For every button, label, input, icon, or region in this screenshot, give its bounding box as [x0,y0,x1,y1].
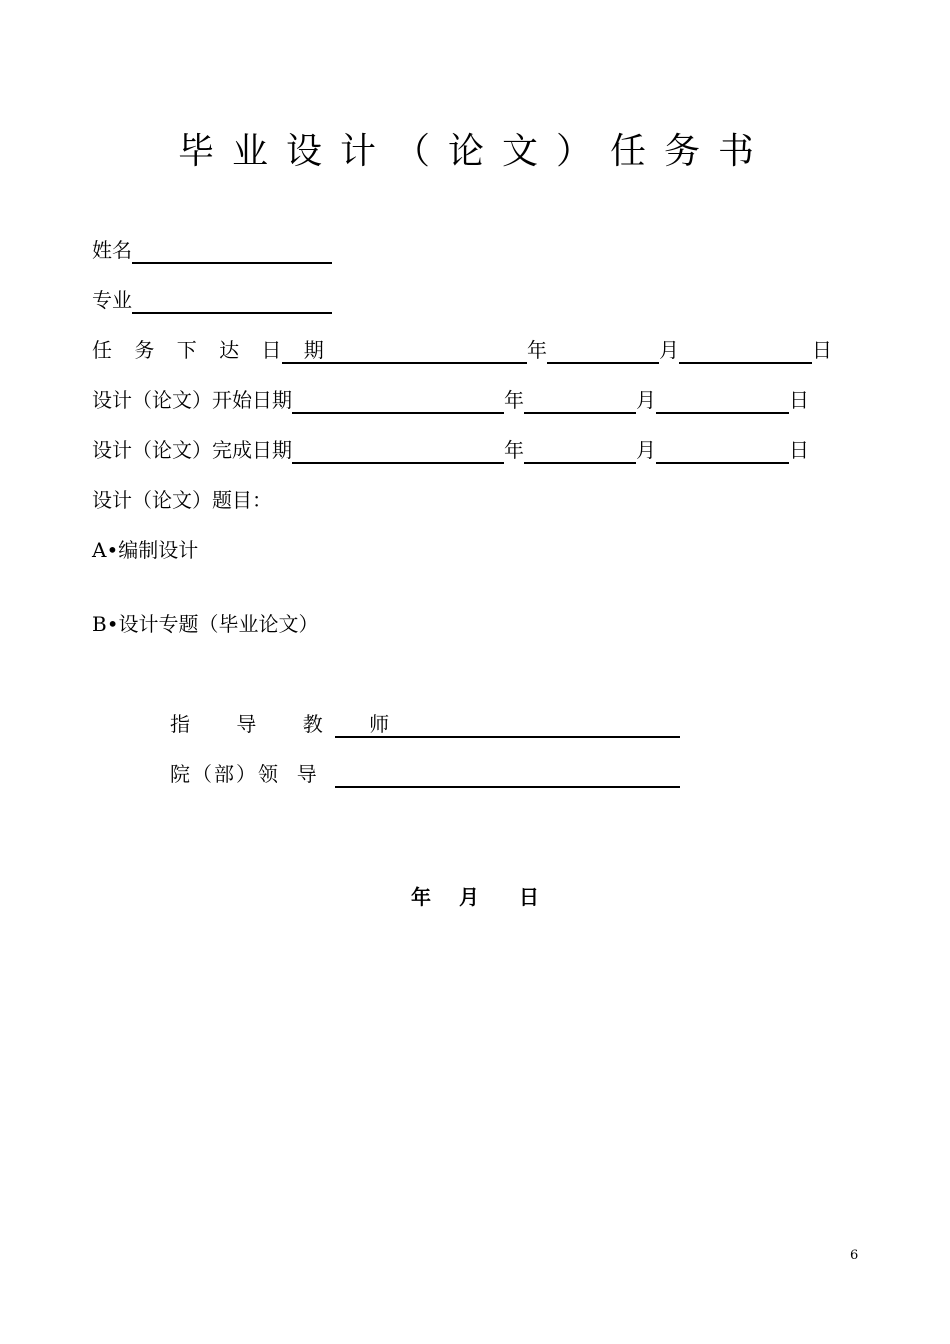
assign-date-month-blank[interactable] [547,340,659,364]
advisor-label: 指 导 教 师 [170,712,410,736]
advisor-row [170,710,680,738]
topic-b-text: B•设计专题（毕业论文） [92,612,319,636]
start-date-year-label: 年 [504,388,524,412]
start-date-day-label: 日 [789,388,809,412]
name-row [92,236,332,264]
start-date-label: 设计（论文）开始日期 [92,388,292,412]
topic-row [92,486,272,514]
dept-leader-signature-line[interactable] [335,764,680,788]
footer-day: 日 [519,885,539,909]
assign-date-day-blank[interactable] [679,340,812,364]
assign-date-year-blank[interactable] [282,340,527,364]
finish-date-row [92,436,809,464]
finish-date-year-label: 年 [504,438,524,462]
dept-leader-row [170,760,680,788]
footer-month: 月 [459,885,479,909]
topic-a-text: A•编制设计 [92,538,199,562]
name-label: 姓名 [92,238,132,262]
major-row [92,286,332,314]
start-date-month-label: 月 [636,388,656,412]
finish-date-year-blank[interactable] [292,440,504,464]
assign-date-label: 任 务 下 达 日 期 [92,338,332,362]
start-date-day-blank[interactable] [656,390,789,414]
major-label: 专业 [92,288,132,312]
page-number: 6 [850,1248,859,1263]
start-date-row [92,386,809,414]
finish-date-month-blank[interactable] [524,440,636,464]
footer-year: 年 [411,885,431,909]
start-date-month-blank[interactable] [524,390,636,414]
topic-label: 设计（论文）题目： [92,488,272,512]
footer-date [0,882,950,912]
topic-b-row [92,610,319,638]
start-date-year-blank[interactable] [292,390,504,414]
dept-leader-label: 院（部）领 导 [170,762,319,786]
name-blank-line[interactable] [132,240,332,264]
finish-date-day-blank[interactable] [656,440,789,464]
finish-date-day-label: 日 [789,438,809,462]
finish-date-month-label: 月 [636,438,656,462]
topic-a-row [92,536,198,564]
finish-date-label: 设计（论文）完成日期 [92,438,292,462]
assign-date-month-label: 月 [659,338,679,362]
advisor-signature-line[interactable] [335,714,680,738]
assign-date-row [92,336,832,364]
major-blank-line[interactable] [132,290,332,314]
assign-date-day-label: 日 [812,338,832,362]
assign-date-year-label: 年 [527,338,547,362]
document-title: 毕业设计（论文）任务书 [177,131,772,172]
